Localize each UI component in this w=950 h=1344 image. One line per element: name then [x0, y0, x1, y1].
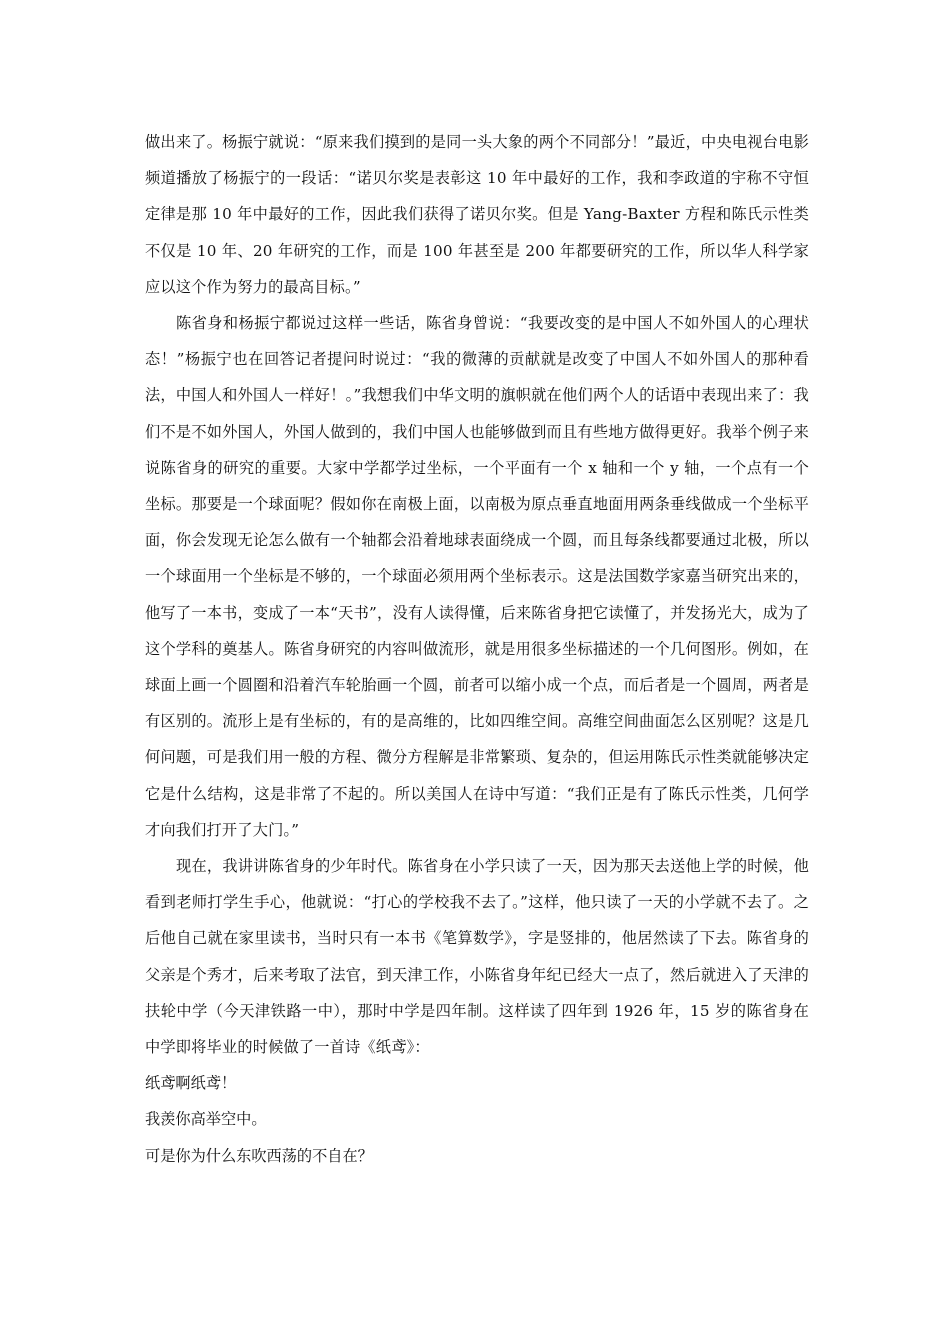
poem-line: 我羡你高举空中。	[145, 1110, 267, 1129]
paragraph-chern-youth: 现在，我讲讲陈省身的少年时代。陈省身在小学只读了一天，因为那天去送他上学的时候，他看到老师打学生手心，他就说：“打心的学校我不去了。”这样，他只读了一天的小学就不去了。之后他自己就在家里读书，当时只有一本书《笔算数学》，字是竖排的，他居然读了下去。陈省身的父亲是个秀才，后来考取了法官，到天津工作，小陈省身年纪已经大一点了，然后就进入了天津的扶轮中学（今天津铁路一中），那时中学是四年制。这样读了四年到 1926 年，15 岁的陈省身在中学即将毕业的时候做了一首诗《纸鸢》：	[145, 857, 809, 1057]
paragraph-yang-quote: 做出来了。杨振宁就说：“原来我们摸到的是同一头大象的两个不同部分！”最近，中央电视台电影频道播放了杨振宁的一段话：“诺贝尔奖是表彰这 10 年中最好的工作，我和李政道的宇称不守恒定律是那 10 年中最好的工作，因此我们获得了诺贝尔奖。但是 Yang-Baxter 方程和陈氏示性类不仅是 10 年、20 年研究的工作，而是 100 年甚至是 200 年都要研究的工作，所以华人科学家应以这个作为努力的最高目标。”	[145, 133, 809, 296]
poem	[145, 1065, 809, 1174]
poem-line: 可是你为什么东吹西荡的不自在？	[145, 1146, 373, 1165]
document-page	[145, 124, 809, 1174]
paragraph-chern-yang-views: 陈省身和杨振宁都说过这样一些话，陈省身曾说：“我要改变的是中国人不如外国人的心理状态！”杨振宁也在回答记者提问时说过：“我的微薄的贡献就是改变了中国人不如外国人的那种看法，中国人和外国人一样好！。”我想我们中华文明的旗帜就在他们两个人的话语中表现出来了：我们不是不如外国人，外国人做到的，我们中国人也能够做到而且有些地方做得更好。我举个例子来说陈省身的研究的重要。大家中学都学过坐标，一个平面有一个 x 轴和一个 y 轴，一个点有一个坐标。那要是一个球面呢？假如你在南极上面，以南极为原点垂直地面用两条垂线做成一个坐标平面，你会发现无论怎么做有一个轴都会沿着地球表面绕成一个圆，而且每条线都要通过北极，所以一个球面用一个坐标是不够的，一个球面必须用两个坐标表示。这是法国数学家嘉当研究出来的，他写了一本书，变成了一本“天书”，没有人读得懂，后来陈省身把它读懂了，并发扬光大，成为了这个学科的奠基人。陈省身研究的内容叫做流形，就是用很多坐标描述的一个几何图形。例如，在球面上画一个圆圈和沿着汽车轮胎画一个圆，前者可以缩小成一个点，而后者是一个圆周，两者是有区别的。流形上是有坐标的，有的是高维的，比如四维空间。高维空间曲面怎么区别呢？这是几何问题，可是我们用一般的方程、微分方程解是非常繁琐、复杂的，但运用陈氏示性类就能够决定它是什么结构，这是非常了不起的。所以美国人在诗中写道：“我们正是有了陈氏示性类，几何学才向我们打开了大门。”	[145, 314, 809, 839]
poem-line: 纸鸢啊纸鸢！	[145, 1074, 237, 1093]
